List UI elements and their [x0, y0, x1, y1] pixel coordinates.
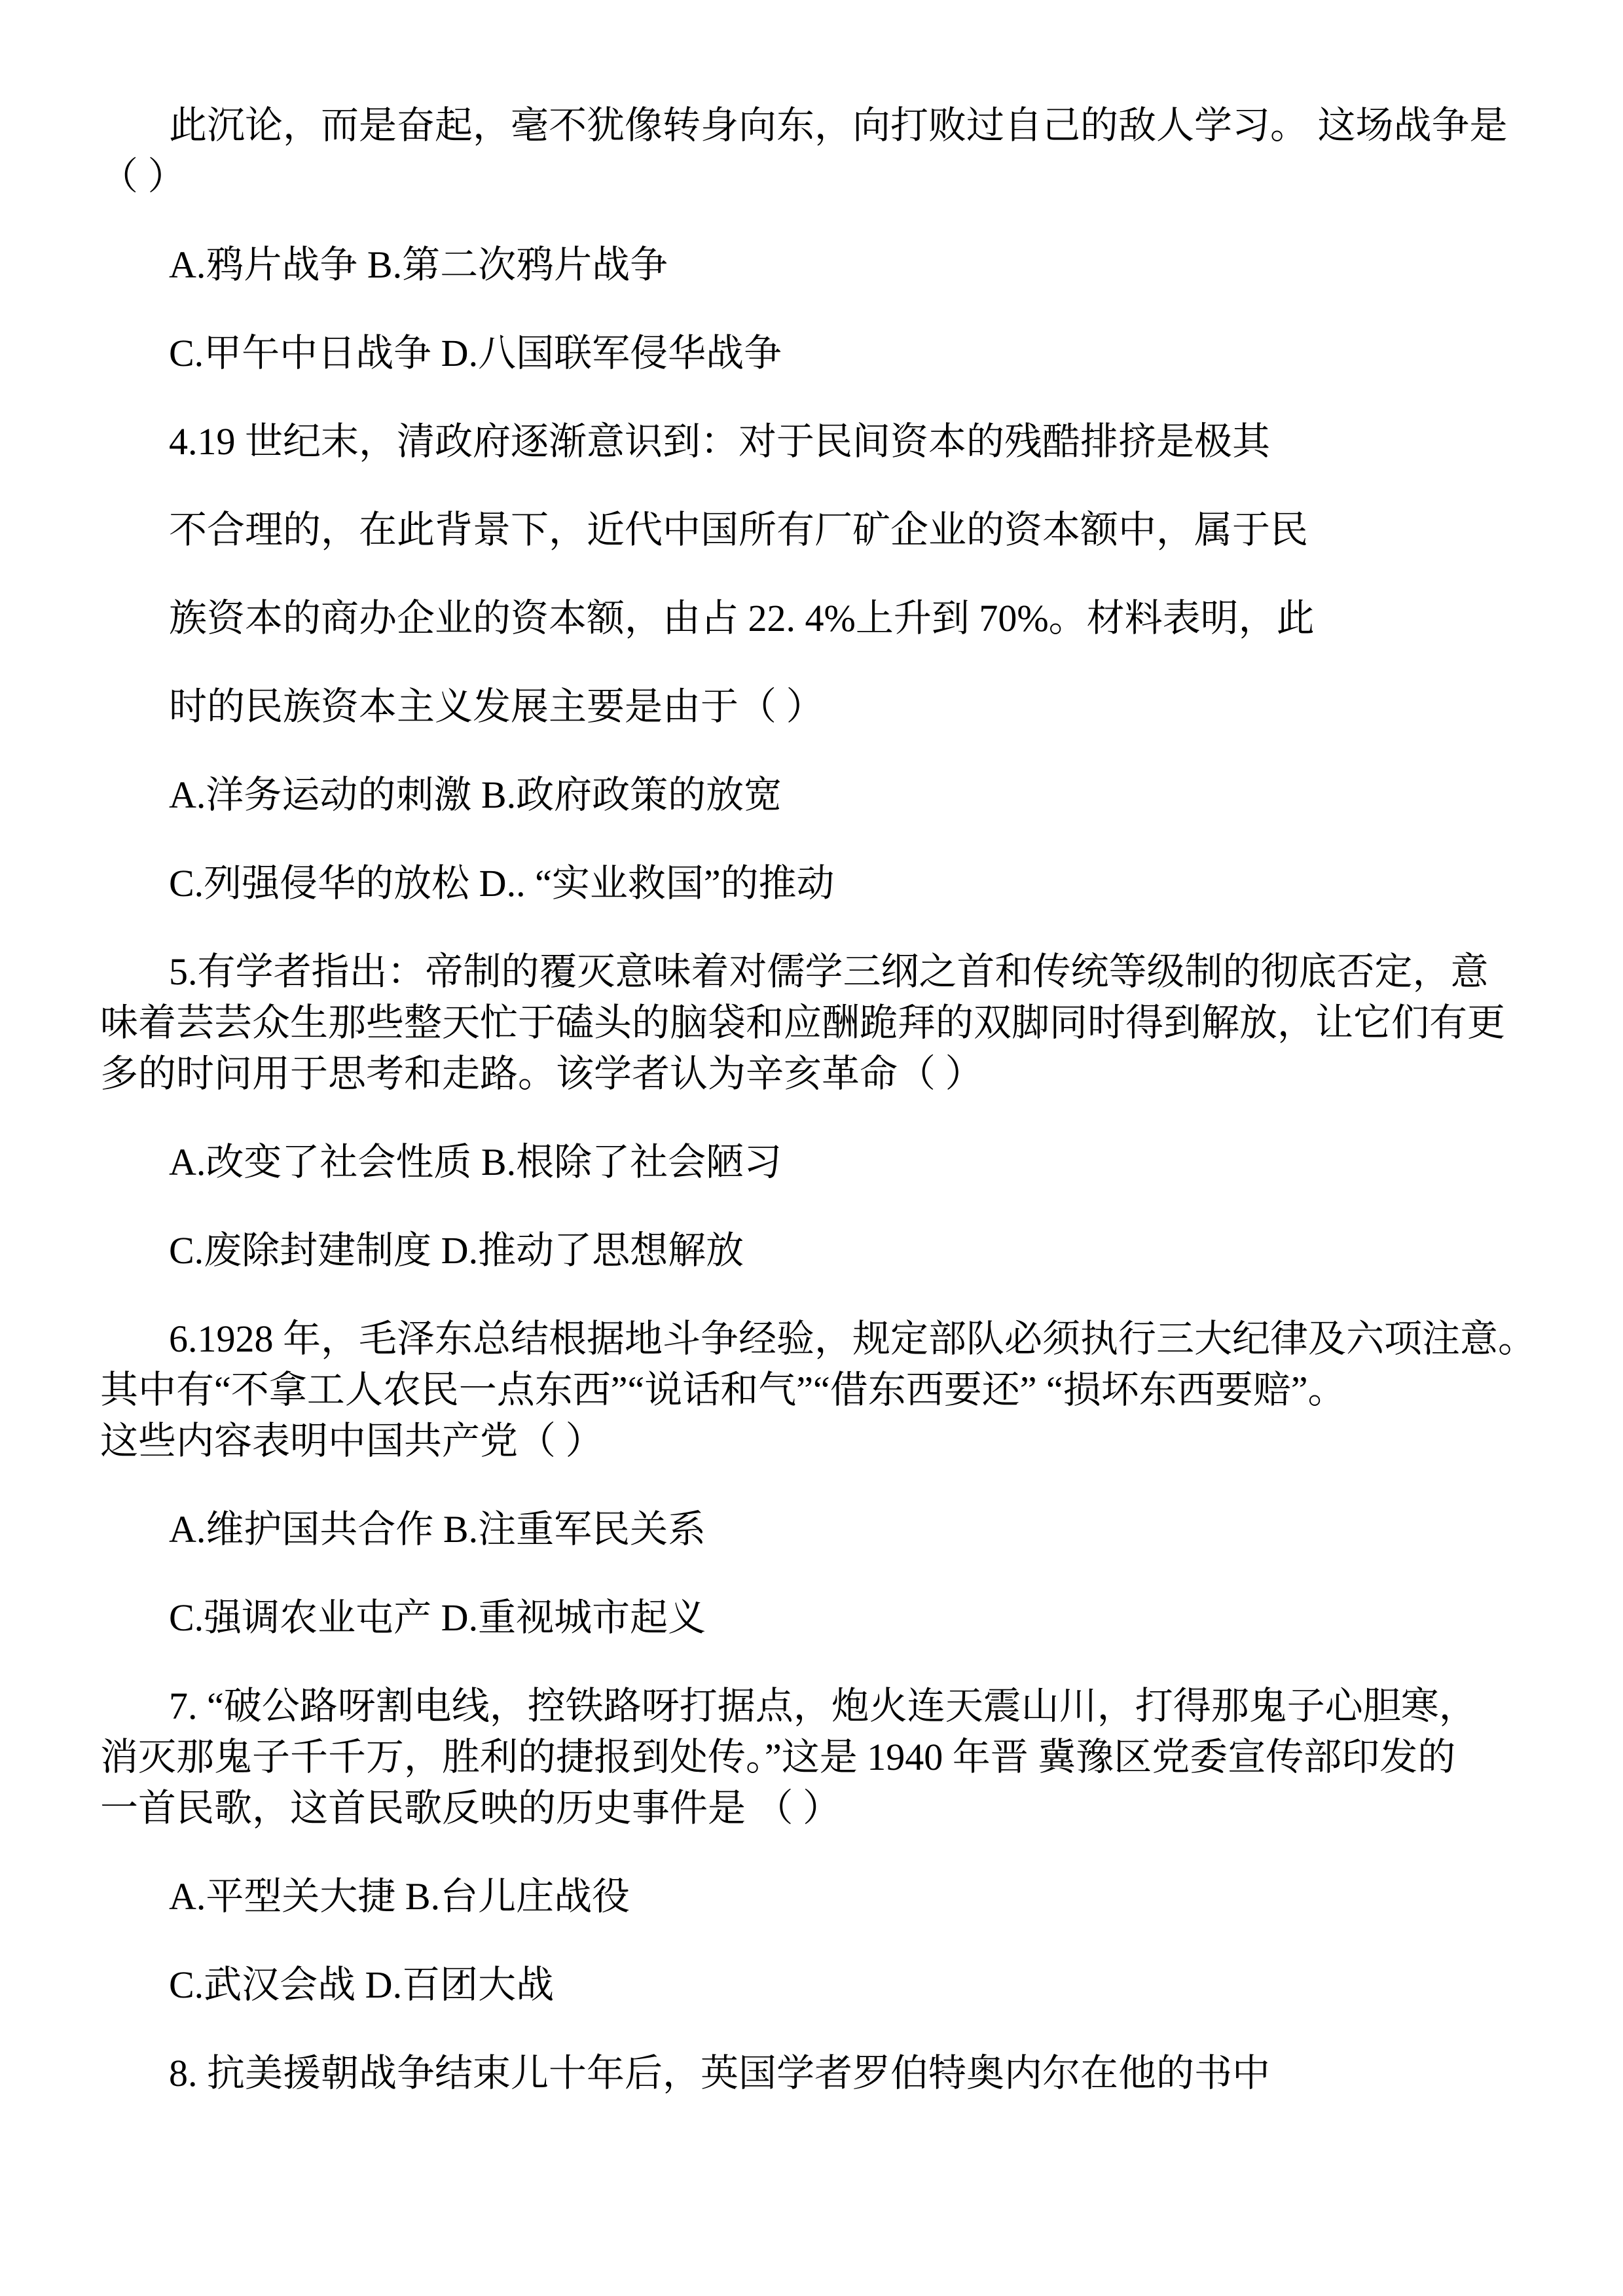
question-6: [100, 1314, 1538, 1643]
question-8-stem-line-1: 8. 抗美援朝战争结束儿十年后，英国学者罗伯特奥内尔在他的书中: [169, 2052, 1271, 2094]
question-6-options-cd: C.强调农业屯产 D.重视城市起义: [169, 1596, 706, 1639]
question-5-stem-line-3: 多的时问用于思考和走路。该学者认为辛亥革命（ ）: [100, 1052, 983, 1095]
question-5-options-cd: C.废除封建制度 D.推动了思想解放: [169, 1229, 744, 1272]
question-6-stem-line-2: 其中有“不拿工人农民一点东西”“说话和气”“借东西要还” “损坏东西要赔”。: [100, 1369, 1346, 1411]
question-5: [100, 946, 1538, 1276]
question-5-stem-line-2: 味着芸芸众生那些整天忙于磕头的脑袋和应酬跪拜的双脚同时得到解放，让它们有更: [100, 1001, 1506, 1044]
question-3-options-cd: C.甲午中日战争 D.八国联军侵华战争: [169, 332, 782, 374]
question-7-stem-line-3: 一首民歌，这首民歌反映的历史事件是 （ ）: [100, 1787, 841, 1829]
question-4-stem-line-4: 时的民族资本主义发展主要是由于（ ）: [169, 685, 824, 728]
question-4-stem-line-3: 族资本的商办企业的资本额，由占 22. 4%上升到 70%。材料表明，此: [169, 597, 1315, 639]
question-3-stem-line-2: （ ）: [100, 155, 186, 198]
question-7-stem-line-2: 消灭那鬼子千千万，胜利的捷报到处传。”这是 1940 年晋 冀豫区党委宣传部印发的: [100, 1736, 1456, 1778]
question-5-options-ab: A.改变了社会性质 B.根除了社会陋习: [169, 1141, 782, 1183]
question-6-stem-line-1: 6.1928 年，毛泽东总结根据地斗争经验，规定部队必须执行三大纪律及六项注意。: [169, 1318, 1537, 1360]
question-4: [100, 416, 1538, 909]
question-8: [100, 2048, 1538, 2099]
question-7-options-cd: C.武汉会战 D.百团大战: [169, 1964, 555, 2006]
question-6-stem-line-3: 这些内容表明中国共产党（ ）: [100, 1420, 604, 1462]
question-3-stem-line-1: 此沉论，而是奋起，毫不犹像转身向东，向打败过自己的敌人学习。 这场战争是: [169, 104, 1508, 147]
question-7: [100, 1681, 1538, 2011]
question-4-options-ab: A.洋务运动的刺激 B.政府政策的放宽: [169, 774, 782, 816]
question-4-stem-line-1: 4.19 世纪末，清政府逐渐意识到：对于民间资本的残酷排挤是极其: [169, 420, 1271, 463]
question-6-options-ab: A.维护国共合作 B.注重军民关系: [169, 1508, 706, 1551]
question-4-stem-line-2: 不合理的，在此背景下，近代中国所有厂矿企业的资本额中，属于民: [169, 509, 1309, 551]
question-3-continuation: [100, 100, 1538, 379]
question-3-options-ab: A.鸦片战争 B.第二次鸦片战争: [169, 243, 668, 286]
question-5-stem-line-1: 5.有学者指出：帝制的覆灭意味着对儒学三纲之首和传统等级制的彻底否定，意: [169, 950, 1489, 993]
question-7-options-ab: A.平型关大捷 B.台儿庄战役: [169, 1875, 630, 1918]
question-7-stem-line-1: 7. “破公路呀割电线，控铁路呀打据点，炮火连天震山川，打得那鬼子心胆寒，: [169, 1685, 1477, 1727]
question-4-options-cd: C.列强侵华的放松 D.. “实业救国”的推动: [169, 862, 835, 905]
